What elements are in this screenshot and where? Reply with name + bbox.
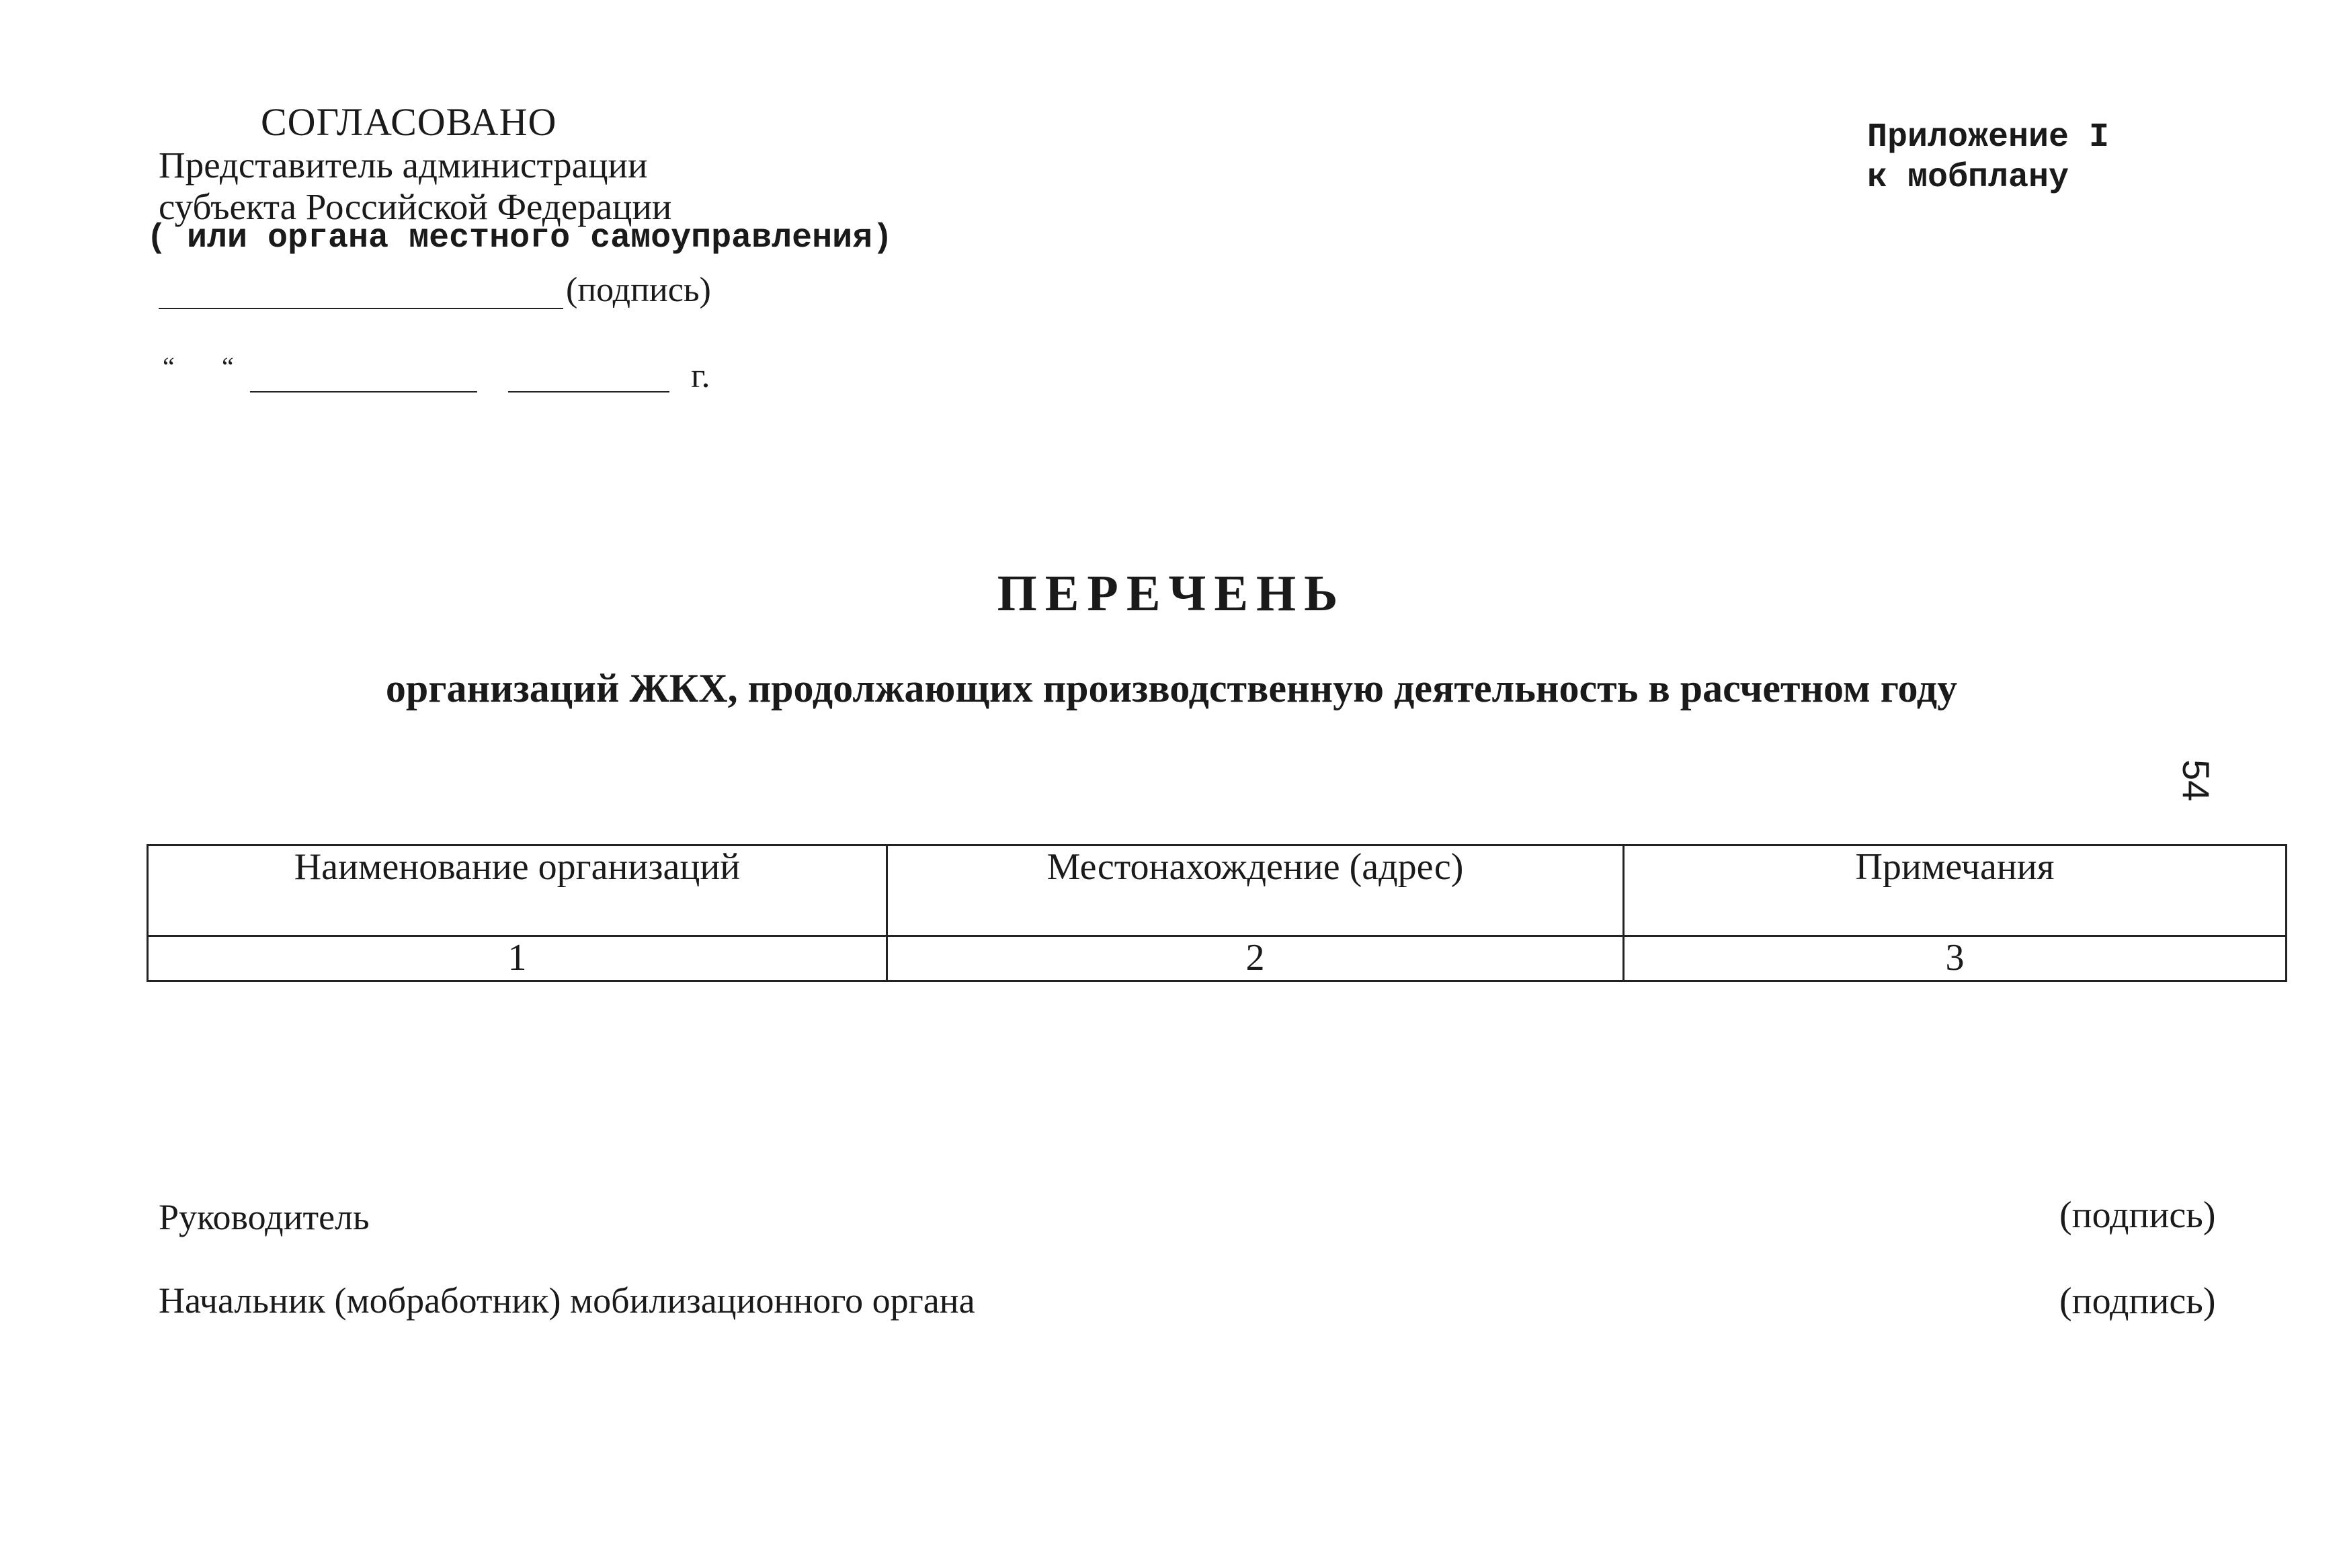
- page-number: 54: [2175, 759, 2217, 802]
- approval-signature-line: [159, 308, 563, 309]
- organizations-table: [147, 844, 2287, 982]
- head-signature-label: Руководитель: [159, 1197, 370, 1237]
- approval-title: СОГЛАСОВАНО: [261, 100, 557, 144]
- approval-line-3: ( или органа местного самоуправления): [147, 219, 893, 257]
- header-cell-name: Наименование организаций: [148, 845, 887, 936]
- head-signature-placeholder: (подпись): [2059, 1194, 2216, 1236]
- chief-signature-placeholder: (подпись): [2059, 1280, 2216, 1322]
- appendix-line-2: к мобплану: [1867, 159, 2069, 197]
- approval-line-2: субъекта Российской Федерации: [159, 186, 672, 227]
- number-cell-3: 3: [1624, 936, 2287, 981]
- date-suffix: г.: [691, 357, 710, 395]
- table-number-row: [148, 936, 2287, 981]
- date-quote-open: “: [163, 352, 175, 382]
- date-year-line: [508, 391, 669, 393]
- date-quote-close: “: [222, 352, 234, 382]
- number-cell-1: 1: [148, 936, 887, 981]
- chief-signature-label: Начальник (мобработник) мобилизационного органа: [159, 1280, 975, 1321]
- approval-line-1: Представитель администрации: [159, 145, 648, 185]
- table-header-row: [148, 845, 2287, 936]
- appendix-line-1: Приложение I: [1867, 118, 2110, 157]
- number-cell-2: 2: [887, 936, 1624, 981]
- document-subtitle: организаций ЖКХ, продолжающих производственную деятельность в расчетном году: [385, 666, 1958, 710]
- header-cell-notes: Примечания: [1624, 845, 2287, 936]
- approval-signature-label: (подпись): [566, 271, 711, 309]
- header-cell-address: Местонахождение (адрес): [887, 845, 1624, 936]
- document-title: ПЕРЕЧЕНЬ: [997, 565, 1346, 622]
- date-day-line: [250, 391, 477, 393]
